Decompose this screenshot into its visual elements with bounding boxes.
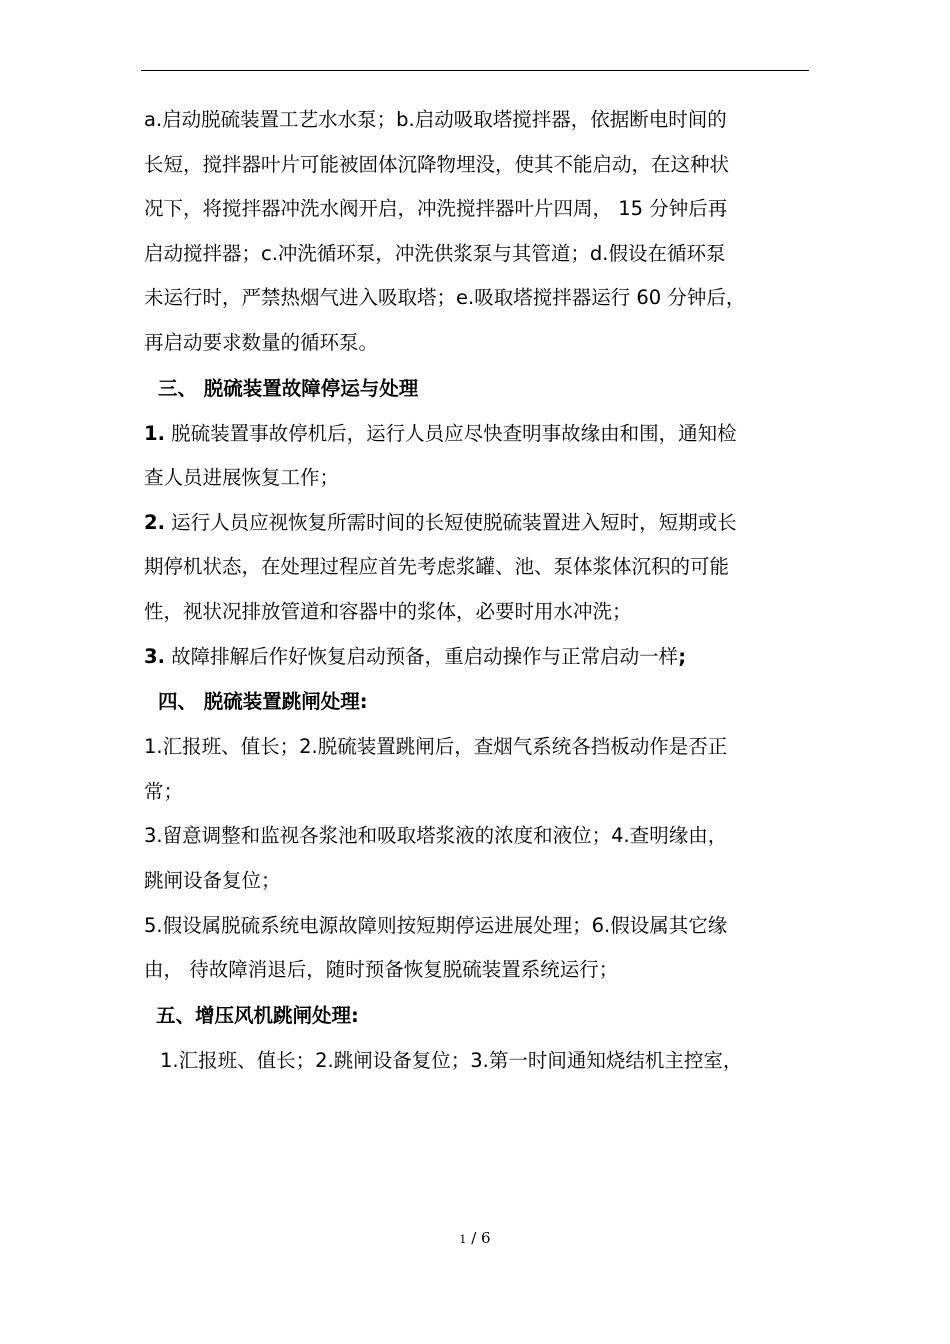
- header-rule: [141, 70, 809, 71]
- text-line: 长短，搅拌器叶片可能被固体沉降物埋没，使其不能启动，在这种状: [144, 152, 730, 176]
- text-line: a.启动脱硫装置工艺水水泵；b.启动吸取塔搅拌器，依据断电时间的: [144, 108, 727, 131]
- section-heading-4: 四、 脱硫装置跳闸处理:: [158, 690, 368, 714]
- paragraph-6-line: 5.假设属脱硫系统电源故障则按短期停运进展处理；6.假设属其它缘: [144, 913, 728, 937]
- total-pages: 6: [481, 1229, 491, 1247]
- paragraph-1-line: [144, 412, 816, 457]
- item-end-mark: ;: [678, 644, 686, 668]
- paragraph-7-line: 1.汇报班、值长；2.跳闸设备复位；3.第一时间通知烧结机主控室，: [160, 1048, 743, 1072]
- item-number: 3.: [144, 644, 165, 668]
- item-text: 脱硫装置事故停机后，运行人员应尽快查明事故缘由和围，通知检: [164, 421, 737, 445]
- item-number: 2.: [144, 510, 165, 534]
- section-heading-5: 五、增压风机跳闸处理:: [156, 1003, 359, 1027]
- paragraph-4-line: 1.汇报班、值长；2.脱硫装置跳闸后，查烟气系统各挡板动作是否正: [144, 735, 728, 759]
- item-text: 故障排解后作好恢复启动预备，重启动操作与正常启动一样: [164, 644, 679, 668]
- paragraph-6-line: 由， 待故障消退后，随时预备恢复脱硫装置系统运行；: [144, 958, 619, 982]
- text-line: 况下，将搅拌器冲洗水阀开启，冲洗搅拌器叶片四周， 15 分钟后再: [144, 197, 728, 221]
- item-number: 1.: [144, 421, 165, 445]
- paragraph-3-line: [144, 635, 816, 680]
- paragraph-2-line: 期停机状态，在处理过程应首先考虑浆罐、池、泵体浆体沉积的可能: [144, 555, 730, 579]
- text-line: 未运行时，严禁热烟气进入吸取塔；e.吸取塔搅拌器运行 60 分钟后，: [144, 286, 746, 310]
- text-line: 启动搅拌器；c.冲洗循环泵，冲洗供浆泵与其管道；d.假设在循环泵: [144, 241, 726, 265]
- paragraph-1-line: 查人员进展恢复工作；: [144, 466, 340, 490]
- paragraph-2-line: [144, 501, 816, 546]
- document-body: [144, 98, 816, 1083]
- item-text: 运行人员应视恢复所需时间的长短使脱硫装置进入短时，短期或长: [164, 510, 737, 534]
- paragraph-4-line: 常；: [144, 779, 184, 803]
- paragraph-5-line: 跳闸设备复位；: [144, 868, 281, 892]
- section-heading-3: 三、 脱硫装置故障停运与处理: [158, 376, 419, 400]
- page-separator: /: [466, 1229, 482, 1247]
- page-number: [0, 1228, 950, 1250]
- paragraph-2-line: 性，视状况排放管道和容器中的浆体，必要时用水冲洗；: [144, 599, 632, 623]
- current-page: 1: [459, 1233, 467, 1246]
- paragraph-5-line: 3.留意调整和监视各浆池和吸取塔浆液的浓度和液位；4.查明缘由，: [144, 824, 728, 848]
- text-line: 再启动要求数量的循环泵。: [144, 330, 379, 354]
